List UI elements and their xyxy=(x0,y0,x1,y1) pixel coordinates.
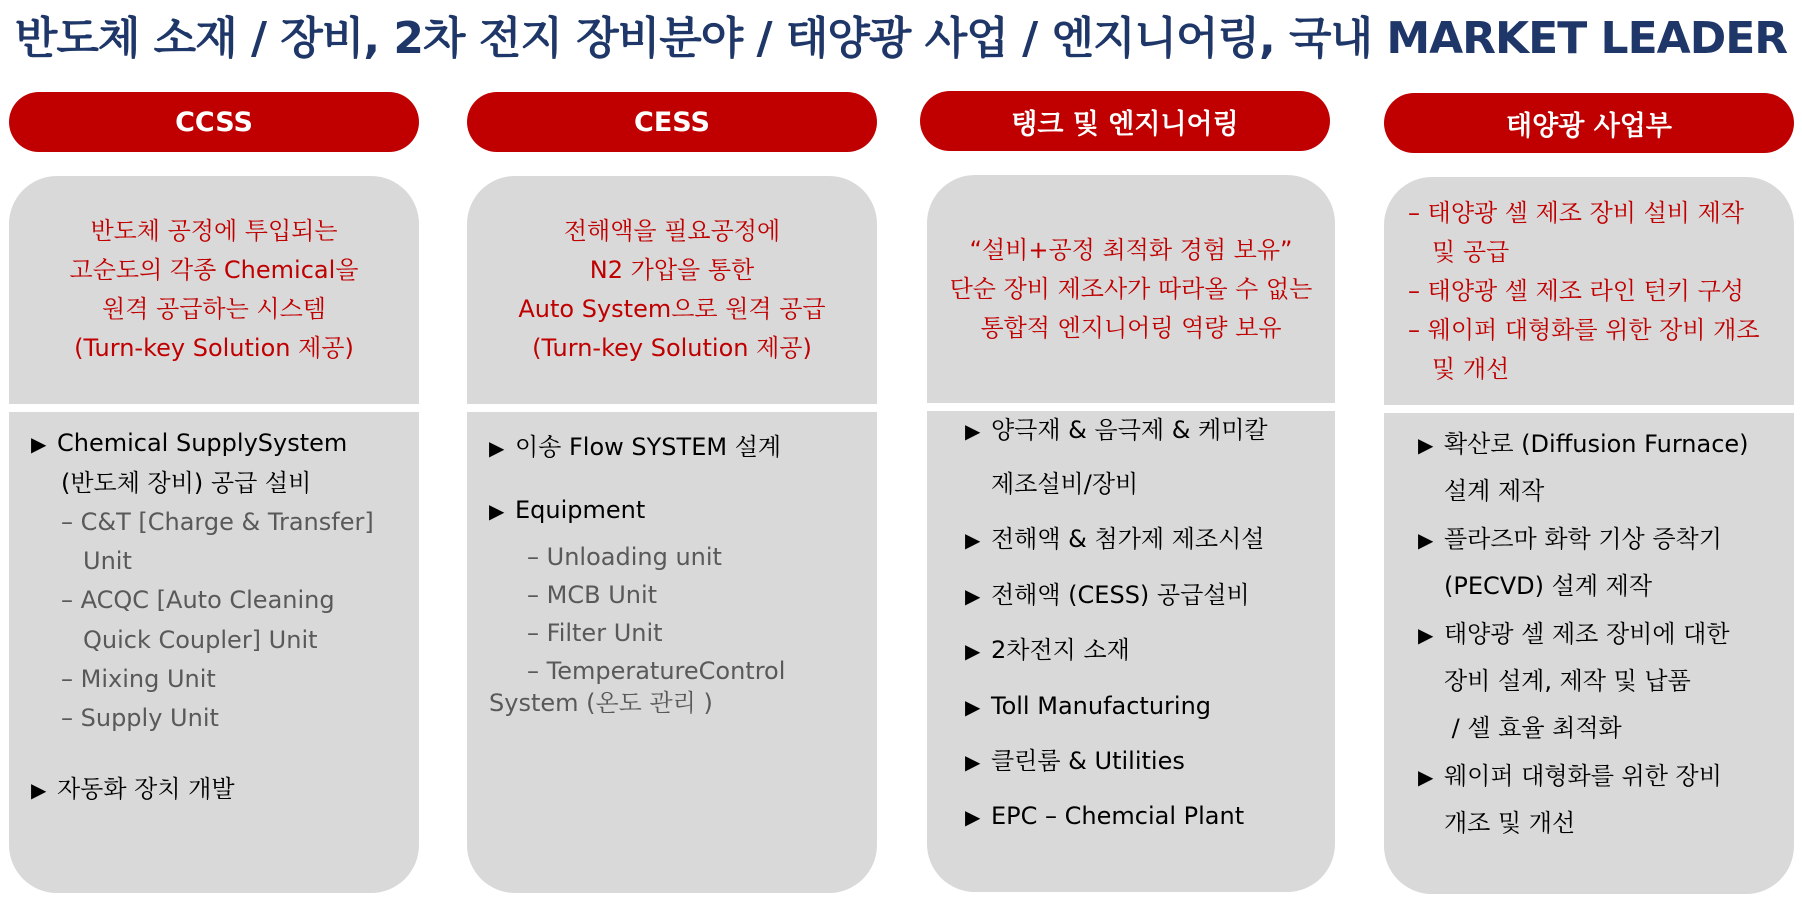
list-item xyxy=(489,495,645,526)
list-item xyxy=(965,691,1211,722)
triangle-bullet-icon: ▶ xyxy=(1418,433,1434,457)
list-item xyxy=(489,432,781,463)
triangle-bullet-icon: ▶ xyxy=(31,778,47,802)
description-line: – 태양광 셀 제조 장비 설비 제작 xyxy=(1408,198,1744,227)
description-line: (Turn-key Solution 제공) xyxy=(532,334,812,362)
card-divider xyxy=(467,404,877,412)
list-item-continuation: (PECVD) 설계 제작 xyxy=(1444,572,1653,600)
feature-list-tank-engineering xyxy=(927,411,1335,892)
header-pill-ccss: CCSS xyxy=(9,92,419,152)
list-item-continuation: 설계 제작 xyxy=(1444,477,1545,505)
list-item-label: Equipment xyxy=(515,496,646,524)
triangle-bullet-icon: ▶ xyxy=(31,432,47,456)
sub-item: Unit xyxy=(83,547,132,575)
list-item-label: 플라즈마 화학 기상 증착기 xyxy=(1444,525,1722,553)
sub-item: – Unloading unit xyxy=(527,543,722,571)
list-item xyxy=(1418,429,1749,460)
info-card-ccss xyxy=(9,176,419,893)
description-line: 통합적 엔지니어링 역량 보유 xyxy=(980,313,1282,342)
list-item-label: 자동화 장치 개발 xyxy=(57,775,235,803)
header-pill-tank-engineering: 탱크 및 엔지니어링 xyxy=(920,91,1330,151)
page-title: 반도체 소재 / 장비, 2차 전지 장비분야 / 태양광 사업 / 엔지니어링, 국내 MARKET LEADER xyxy=(14,13,1788,64)
sub-item: Quick Coupler] Unit xyxy=(83,626,318,654)
column-solar xyxy=(1384,0,1794,901)
list-item xyxy=(965,580,1250,611)
list-item-label: 전해액 & 첨가제 제조시설 xyxy=(991,525,1265,553)
list-item-label: 양극재 & 음극제 & 케미칼 xyxy=(991,416,1268,444)
list-item xyxy=(31,428,347,459)
triangle-bullet-icon: ▶ xyxy=(965,584,981,608)
description-line: 및 공급 xyxy=(1432,237,1510,266)
sub-item: – MCB Unit xyxy=(527,581,658,609)
list-item-continuation: 장비 설계, 제작 및 납품 xyxy=(1444,667,1691,695)
description-line: 고순도의 각종 Chemical을 xyxy=(69,256,359,284)
list-item-label: 확산로 (Diffusion Furnace) xyxy=(1444,430,1749,458)
triangle-bullet-icon: ▶ xyxy=(489,436,505,460)
column-ccss xyxy=(9,0,419,901)
description-cess xyxy=(467,176,877,404)
description-line: N2 가압을 통한 xyxy=(589,256,755,284)
description-line: 반도체 공정에 투입되는 xyxy=(90,217,338,245)
list-item-label: 2차전지 소재 xyxy=(991,636,1130,664)
sub-item: – TemperatureControl xyxy=(527,657,786,685)
list-item-label: Toll Manufacturing xyxy=(991,692,1212,720)
list-item xyxy=(1418,761,1722,792)
card-divider xyxy=(9,404,419,412)
description-line: 단순 장비 제조사가 따라올 수 없는 xyxy=(949,274,1313,303)
card-divider xyxy=(927,403,1335,411)
list-item xyxy=(965,801,1244,832)
description-solar xyxy=(1384,177,1794,405)
info-card-cess xyxy=(467,176,877,893)
sub-item: – ACQC [Auto Cleaning xyxy=(61,586,335,614)
feature-list-ccss xyxy=(9,412,419,893)
info-card-tank-engineering xyxy=(927,175,1335,892)
list-item xyxy=(965,524,1264,555)
description-line: Auto System으로 원격 공급 xyxy=(518,295,826,323)
list-item xyxy=(965,635,1130,666)
list-item xyxy=(965,746,1185,777)
description-line: 원격 공급하는 시스템 xyxy=(102,295,326,323)
feature-list-solar xyxy=(1384,413,1794,894)
list-item xyxy=(965,415,1268,446)
triangle-bullet-icon: ▶ xyxy=(965,419,981,443)
list-item-label: 이송 Flow SYSTEM 설계 xyxy=(515,433,782,461)
sub-item: – C&T [Charge & Transfer] xyxy=(61,508,374,536)
list-item-label: EPC – Chemcial Plant xyxy=(991,802,1245,830)
triangle-bullet-icon: ▶ xyxy=(965,528,981,552)
triangle-bullet-icon: ▶ xyxy=(965,805,981,829)
description-line: 전해액을 필요공정에 xyxy=(563,217,781,245)
list-item-label: 웨이퍼 대형화를 위한 장비 xyxy=(1444,762,1722,790)
sub-item: – Supply Unit xyxy=(61,704,219,732)
sub-item: – Mixing Unit xyxy=(61,665,216,693)
description-line: 및 개선 xyxy=(1432,354,1510,383)
triangle-bullet-icon: ▶ xyxy=(965,695,981,719)
card-divider xyxy=(1384,405,1794,413)
triangle-bullet-icon: ▶ xyxy=(1418,528,1434,552)
triangle-bullet-icon: ▶ xyxy=(965,750,981,774)
description-ccss xyxy=(9,176,419,404)
list-item-label: 태양광 셀 제조 장비에 대한 xyxy=(1444,620,1730,648)
list-item xyxy=(1418,619,1730,650)
list-item-label: 전해액 (CESS) 공급설비 xyxy=(991,581,1250,609)
column-cess xyxy=(467,0,877,901)
list-item xyxy=(31,774,235,805)
list-item-continuation: / 셀 효율 최적화 xyxy=(1444,714,1622,742)
description-tank-engineering xyxy=(927,175,1335,403)
header-pill-solar: 태양광 사업부 xyxy=(1384,93,1794,153)
triangle-bullet-icon: ▶ xyxy=(489,499,505,523)
triangle-bullet-icon: ▶ xyxy=(1418,765,1434,789)
list-item xyxy=(1418,524,1722,555)
list-item-continuation: 개조 및 개선 xyxy=(1444,809,1576,837)
list-item-label: 클린룸 & Utilities xyxy=(991,747,1185,775)
sub-item: – Filter Unit xyxy=(527,619,663,647)
column-tank-engineering xyxy=(920,0,1335,901)
description-line: – 태양광 셀 제조 라인 턴키 구성 xyxy=(1408,276,1744,305)
info-card-solar xyxy=(1384,177,1794,894)
header-pill-cess: CESS xyxy=(467,92,877,152)
description-line: (Turn-key Solution 제공) xyxy=(74,334,354,362)
feature-list-cess xyxy=(467,412,877,893)
sub-item: System (온도 관리 ) xyxy=(489,689,713,717)
list-item-label: Chemical SupplySystem xyxy=(57,429,348,457)
triangle-bullet-icon: ▶ xyxy=(965,639,981,663)
description-line: “설비+공정 최적화 경험 보유” xyxy=(969,235,1293,264)
description-line: – 웨이퍼 대형화를 위한 장비 개조 xyxy=(1408,315,1760,344)
list-item-continuation: (반도체 장비) 공급 설비 xyxy=(61,469,312,497)
triangle-bullet-icon: ▶ xyxy=(1418,623,1434,647)
list-item-continuation: 제조설비/장비 xyxy=(991,470,1139,498)
